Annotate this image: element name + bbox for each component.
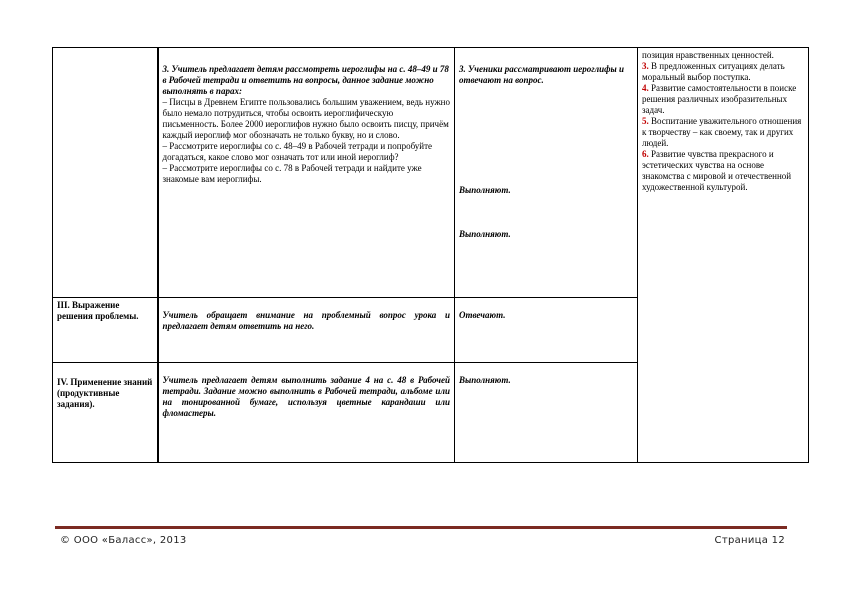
- teacher-task-intro: 3. Учитель предлагает детям рассмотреть иероглифы на с. 48–49 и 78 в Рабочей тетради и ответить на вопросы, данное задание можно выполнять в парах:: [162, 64, 449, 96]
- result-item: [642, 83, 804, 116]
- student-activity-answer: Выполняют.: [459, 185, 511, 195]
- result-text: Развитие чувства прекрасного и эстетических чувства на основе знакомства с мировой и отечественной художественной культурой.: [642, 149, 792, 192]
- result-item: [642, 61, 804, 83]
- result-number: 5.: [642, 116, 649, 126]
- footer-page-number: Страница 12: [714, 535, 785, 546]
- result-number: 6.: [642, 149, 649, 159]
- result-item: [642, 149, 804, 193]
- student-activity-cell: [455, 363, 638, 463]
- result-text: Воспитание уважительного отношения к творчеству – как своему, так и других людей.: [642, 116, 802, 148]
- result-text: Развитие самостоятельности в поиске решения различных изобразительных задач.: [642, 83, 797, 115]
- results-cell: [638, 48, 809, 463]
- student-activity-answer: Выполняют.: [459, 229, 511, 239]
- stage-cell: III. Выражение решения проблемы.: [53, 298, 158, 363]
- footer-copyright: © ООО «Баласс», 2013: [60, 535, 187, 546]
- teacher-activity-cell: [158, 48, 455, 298]
- footer-rule: [55, 526, 787, 529]
- teacher-task-paragraph: – Рассмотрите иероглифы со с. 78 в Рабочей тетради и найдите уже знакомые вам иероглифы.: [162, 163, 422, 184]
- result-text: В предложенных ситуациях делать моральный выбор поступка.: [642, 61, 785, 82]
- teacher-task-paragraph: – Рассмотрите иероглифы со с. 48–49 в Рабочей тетради и попробуйте догадаться, какое слово мог означать тот или иной иероглиф?: [162, 141, 433, 162]
- table-row: [53, 48, 809, 298]
- result-item: позиция нравственных ценностей.: [642, 50, 774, 60]
- student-activity-answer: Выполняют.: [459, 375, 511, 385]
- teacher-activity-cell: [158, 363, 455, 463]
- student-activity-cell: [455, 48, 638, 298]
- teacher-task-text: Учитель обращает внимание на проблемный вопрос урока и предлагает детям ответить на него.: [162, 310, 450, 331]
- result-item: [642, 116, 804, 149]
- stage-cell: [53, 48, 158, 298]
- teacher-task-text: Учитель предлагает детям выполнить задание 4 на с. 48 в Рабочей тетради. Задание можно выполнить в Рабочей тетради, альбоме или на тонированной бумаге, используя цветные карандаши или фломастеры.: [162, 375, 450, 418]
- student-activity-intro: 3. Ученики рассматривают иероглифы и отвечают на вопрос.: [459, 64, 625, 85]
- stage-cell: IV. Применение знаний (продуктивные задания).: [53, 363, 158, 463]
- lesson-plan-table: [52, 47, 809, 463]
- result-number: 3.: [642, 61, 649, 71]
- result-number: 4.: [642, 83, 649, 93]
- student-activity-answer: Отвечают.: [459, 310, 506, 320]
- teacher-task-paragraph: – Писцы в Древнем Египте пользовались большим уважением, ведь нужно было немало потрудиться, чтобы освоить иероглифическую письменность. Более 2000 иероглифов нужно было освоить писцу, причём каждый иероглиф мог обозначать не только букву, но и слово.: [162, 97, 450, 140]
- student-activity-cell: [455, 298, 638, 363]
- teacher-activity-cell: [158, 298, 455, 363]
